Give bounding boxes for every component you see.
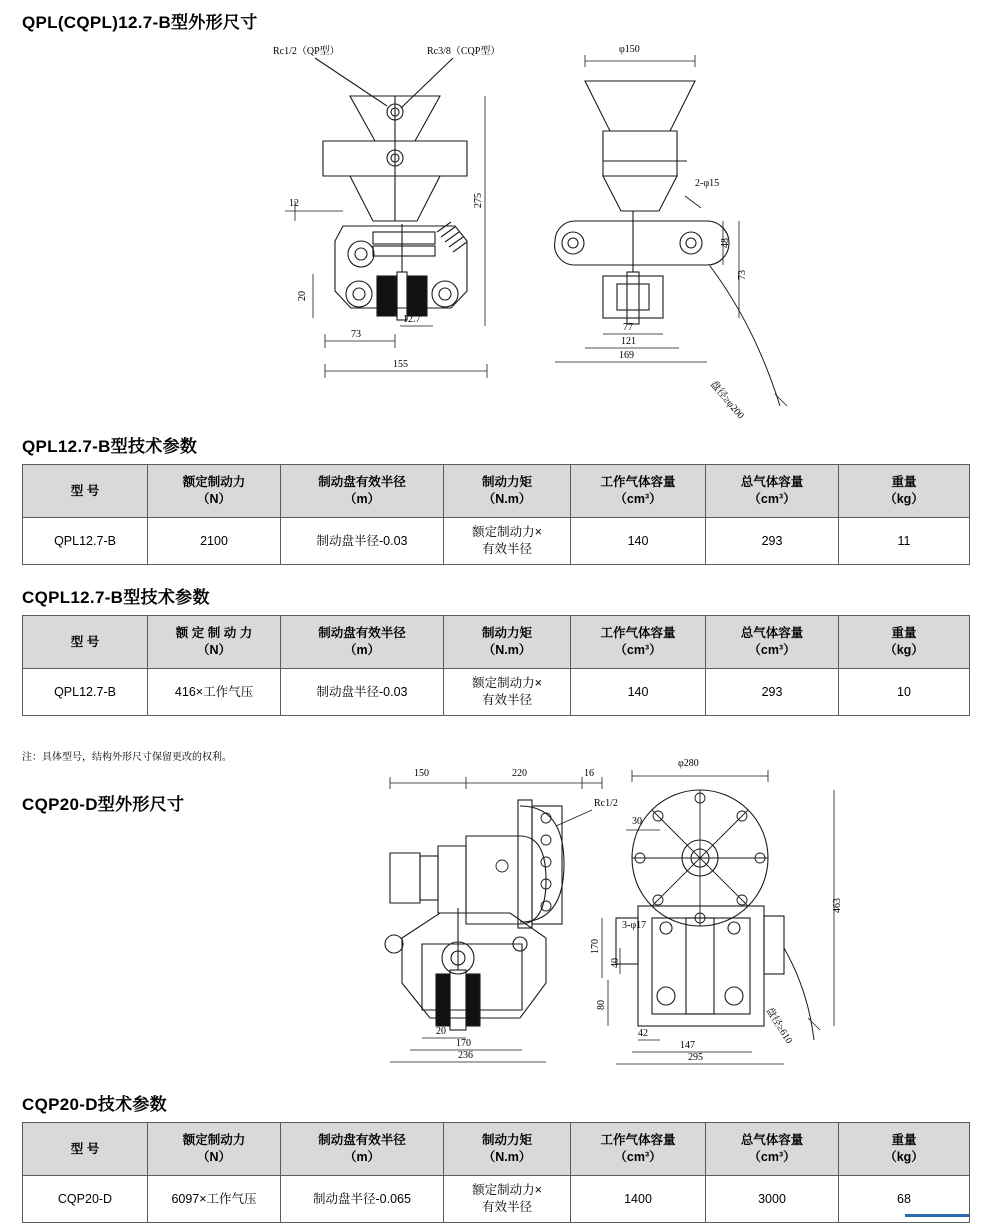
th-total-gas: 总气体容量 （cm³） [706, 1123, 839, 1176]
page-title-qpl-params: QPL12.7-B型技术参数 [22, 437, 198, 456]
page-title-cqpl-params: CQPL12.7-B型技术参数 [22, 588, 210, 607]
label-disc-radius-bottom: 盘径≥610 [763, 1005, 795, 1046]
label-80: 80 [596, 1000, 607, 1010]
drawing-qpl-dimensions [255, 36, 815, 431]
th-torque: 制动力矩 （N.m） [444, 465, 571, 518]
cell-torque: 额定制动力× 有效半径 [444, 1176, 571, 1223]
th-disc-radius: 制动盘有效半径 （m） [281, 1123, 444, 1176]
th-model: 型 号 [23, 1123, 148, 1176]
page-title-qpl-dimensions: QPL(CQPL)12.7-B型外形尺寸 [22, 13, 258, 32]
label-rc38: Rc3/8（CQP型） [427, 46, 501, 57]
th-weight: 重量 （kg） [839, 465, 970, 518]
label-73-right: 73 [737, 270, 748, 280]
label-12: 12 [289, 198, 299, 209]
label-77: 77 [623, 322, 633, 333]
cell-total-gas: 293 [706, 669, 839, 716]
th-disc-radius: 制动盘有效半径 （m） [281, 465, 444, 518]
cell-rated-force: 416×工作气压 [148, 669, 281, 716]
label-phi280: φ280 [678, 758, 699, 769]
label-20: 20 [297, 291, 308, 301]
cell-weight: 10 [839, 669, 970, 716]
cqp-outline-svg [370, 748, 870, 1083]
table-cqpl-params [22, 615, 970, 716]
cell-rated-force: 2100 [148, 518, 281, 565]
label-16: 16 [584, 768, 594, 779]
th-work-gas: 工作气体容量 （cm³） [571, 465, 706, 518]
cell-disc-radius: 制动盘半径-0.03 [281, 669, 444, 716]
label-2phi15: 2-φ15 [695, 178, 720, 189]
table-cqp-params [22, 1122, 970, 1223]
cell-rated-force: 6097×工作气压 [148, 1176, 281, 1223]
th-work-gas: 工作气体容量 （cm³） [571, 1123, 706, 1176]
label-275: 275 [473, 193, 484, 208]
label-48: 48 [720, 238, 731, 248]
th-weight: 重量 （kg） [839, 1123, 970, 1176]
cell-work-gas: 140 [571, 669, 706, 716]
th-rated-force: 额定制动力 （N） [148, 465, 281, 518]
cell-torque: 额定制动力× 有效半径 [444, 518, 571, 565]
cell-model: QPL12.7-B [23, 669, 148, 716]
cell-disc-radius: 制动盘半径-0.03 [281, 518, 444, 565]
th-total-gas: 总气体容量 （cm³） [706, 465, 839, 518]
th-disc-radius: 制动盘有效半径 （m） [281, 616, 444, 669]
label-disc-radius: 盘径≥φ200 [707, 378, 746, 422]
cell-work-gas: 140 [571, 518, 706, 565]
label-phi150: φ150 [619, 44, 640, 55]
table-row [23, 669, 970, 716]
th-model: 型 号 [23, 616, 148, 669]
label-147: 147 [680, 1040, 695, 1051]
table-row [23, 1176, 970, 1223]
th-torque: 制动力矩 （N.m） [444, 1123, 571, 1176]
label-155: 155 [393, 359, 408, 370]
cell-total-gas: 3000 [706, 1176, 839, 1223]
th-torque: 制动力矩 （N.m） [444, 616, 571, 669]
th-model: 型 号 [23, 465, 148, 518]
label-170-left: 170 [590, 939, 601, 954]
table-header-row [23, 616, 970, 669]
page-footer-rule [905, 1214, 969, 1217]
th-rated-force: 额定制动力 （N） [148, 1123, 281, 1176]
label-170: 170 [456, 1038, 471, 1049]
th-total-gas: 总气体容量 （cm³） [706, 616, 839, 669]
cell-disc-radius: 制动盘半径-0.065 [281, 1176, 444, 1223]
th-weight: 重量 （kg） [839, 616, 970, 669]
label-40: 40 [610, 958, 621, 968]
cell-weight: 68 [839, 1176, 970, 1223]
label-169: 169 [619, 350, 634, 361]
drawing-cqp-dimensions [370, 748, 870, 1088]
cell-torque: 额定制动力× 有效半径 [444, 669, 571, 716]
cell-weight: 11 [839, 518, 970, 565]
label-127: 12.7 [403, 314, 421, 325]
page-title-cqp-params: CQP20-D技术参数 [22, 1095, 167, 1114]
table-row [23, 518, 970, 565]
label-3phi17: 3-φ17 [622, 920, 647, 931]
cell-work-gas: 1400 [571, 1176, 706, 1223]
label-20-bottom: 20 [436, 1026, 446, 1037]
label-121: 121 [621, 336, 636, 347]
th-work-gas: 工作气体容量 （cm³） [571, 616, 706, 669]
label-rc12-bottom: Rc1/2 [594, 798, 618, 809]
table-header-row [23, 465, 970, 518]
cell-model: QPL12.7-B [23, 518, 148, 565]
label-236: 236 [458, 1050, 473, 1061]
table-qpl-params [22, 464, 970, 565]
label-42: 42 [638, 1028, 648, 1039]
cell-total-gas: 293 [706, 518, 839, 565]
cell-model: CQP20-D [23, 1176, 148, 1223]
label-150: 150 [414, 768, 429, 779]
label-30: 30 [632, 816, 642, 827]
footnote: 注：具体型号，结构外形尺寸保留更改的权利。 [22, 752, 232, 763]
label-463: 463 [832, 898, 843, 913]
label-rc12: Rc1/2（QP型） [273, 46, 340, 57]
label-220: 220 [512, 768, 527, 779]
qpl-outline-svg [255, 36, 815, 426]
th-rated-force: 额 定 制 动 力 （N） [148, 616, 281, 669]
label-73: 73 [351, 329, 361, 340]
page-title-cqp-dimensions: CQP20-D型外形尺寸 [22, 795, 185, 814]
table-header-row [23, 1123, 970, 1176]
label-295: 295 [688, 1052, 703, 1063]
